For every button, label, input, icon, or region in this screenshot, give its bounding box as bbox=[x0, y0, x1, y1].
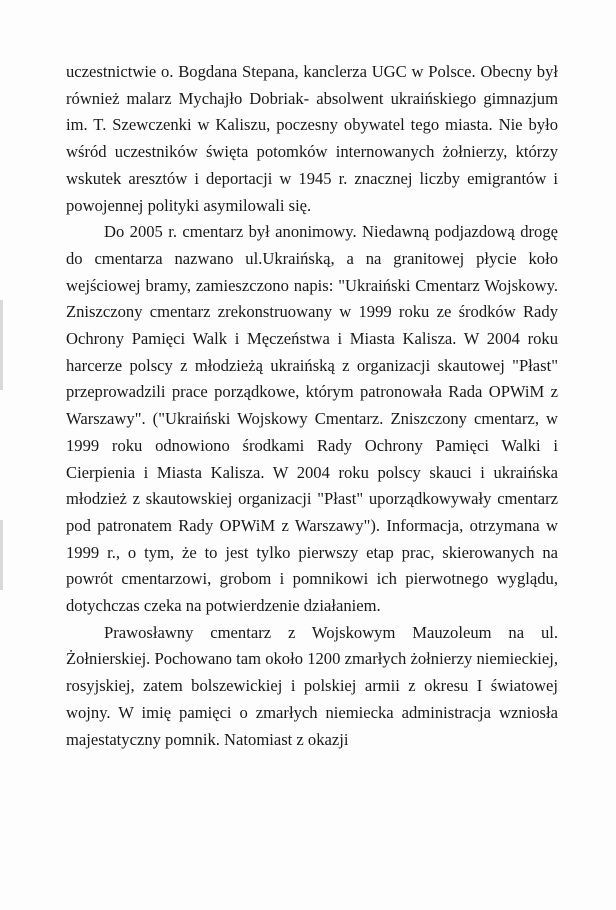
paragraph-orthodox-cemetery: Prawosławny cmentarz z Wojskowym Mauzoleum na ul. Żołnierskiej. Pochowano tam około 1200 zmarłych żołnierzy niemieckiej, rosyjskiej, zatem bolszewickiej i polskiej armii z okresu I światowej wojny. W imię pamięci o zmarłych niemiecka administracja wzniosła majestatyczny pomnik. Natomiast z okazji bbox=[66, 622, 558, 749]
scan-edge-shadow bbox=[0, 300, 3, 390]
scan-edge-shadow bbox=[0, 520, 3, 590]
paragraph-cemetery-history: Do 2005 r. cmentarz był anonimowy. Niedawną podjazdową drogę do cmentarza nazwano ul.Ukraińską, a na granitowej płycie koło wejściowej bramy, zamieszczono napis: "Ukraiński Cmentarz Wojskowy. Zniszczony cmentarz zrekonstruowany w 1999 roku ze środków Rady Ochrony Pamięci Walk i Męczeństwa i Miasta Kalisza. W 2004 roku harcerze polscy z młodzieżą ukraińską z organizacji skautowej "Płast" przeprowadzili prace porządkowe, którym patronowała Rada OPWiM z Warszawy". ("Ukraiński Wojskowy Cmentarz. Zniszczony cmentarz, w 1999 roku odnowiono środkami Rady Ochrony Pamięci Walki i Cierpienia i Miasta Kalisza. W 2004 roku polscy skauci i ukraińska młodzież z skautowskiej organizacji "Płast" uporządkowywały cmentarz pod patronatem Rady OPWiM z Warszawy"). Informacja, otrzymana w 1999 r., o tym, że to jest tylko pierwszy etap prac, skierowanych na powrót cmentarzowi, grobom i pomnikowi ich pierwotnego wyglądu, dotychczas czeka na potwierdzenie działaniem. bbox=[66, 222, 558, 616]
document-body bbox=[66, 59, 558, 753]
paragraph-continuation: uczestnictwie o. Bogdana Stepana, kanclerza UGC w Polsce. Obecny był również malarz Mychajło Dobriak- absolwent ukraińskiego gimnazjum im. T. Szewczenki w Kaliszu, poczesny obywatel tego miasta. Nie było wśród uczestników święta potomków internowanych żołnierzy, którzy wskutek aresztów i deportacji w 1945 r. znacznej liczby emigrantów i powojennej polityki asymilowali się. bbox=[66, 62, 558, 215]
